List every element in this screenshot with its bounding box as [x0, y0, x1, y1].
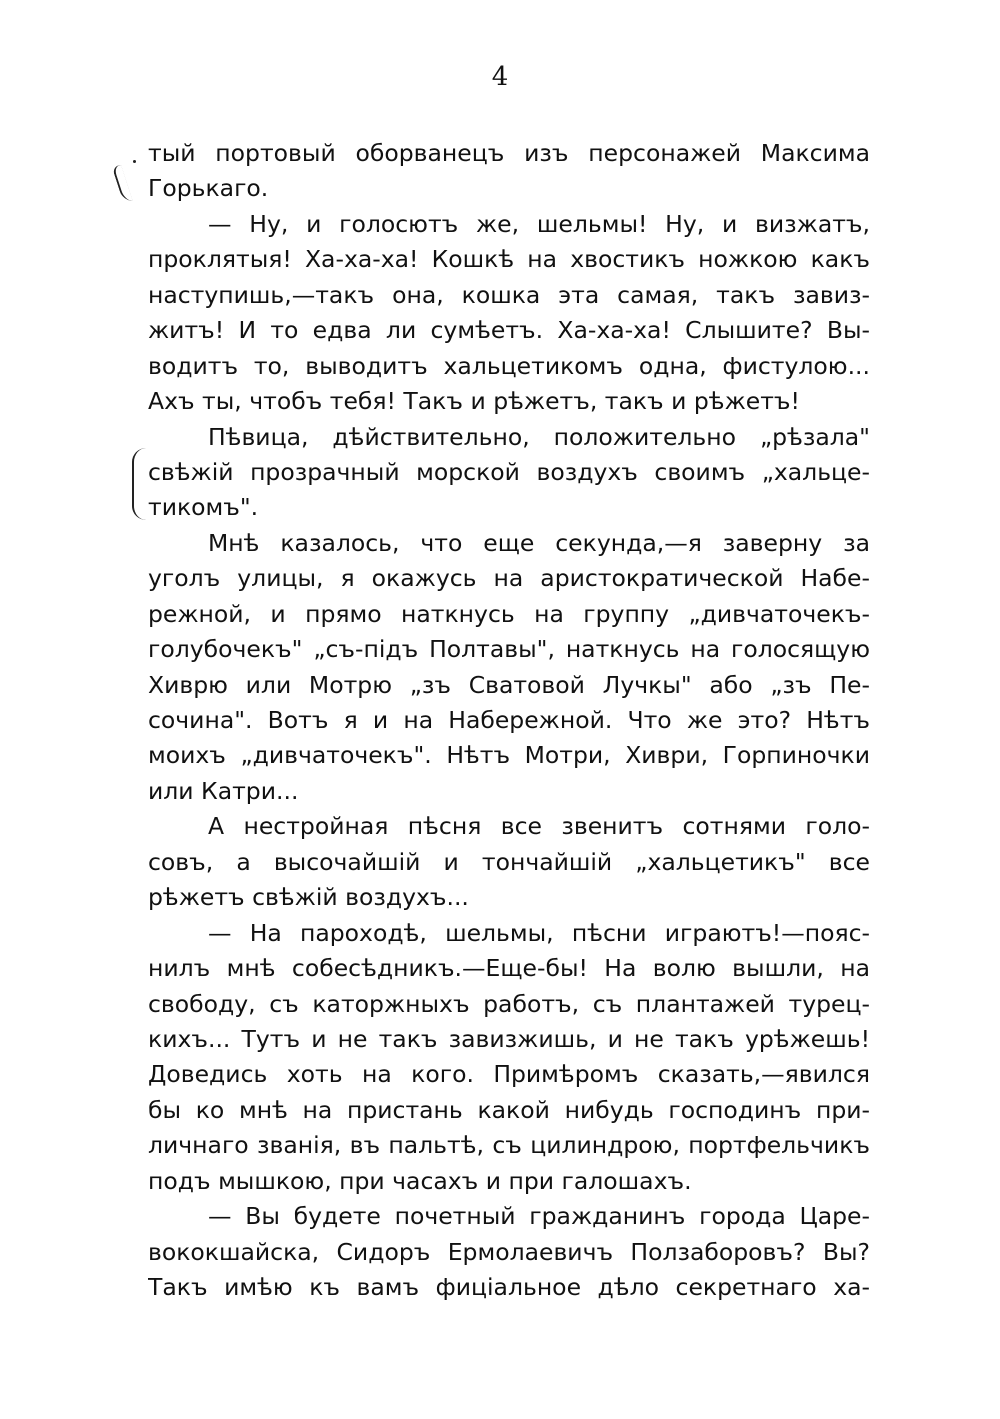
- text-line: режной, и прямо наткнусь на группу „дивчаточекъ-: [148, 599, 870, 628]
- text-line: свободу, съ каторжныхъ работъ, съ плантажей турец-: [148, 989, 870, 1018]
- margin-bracket-mark: [132, 448, 146, 520]
- text-line: Мнѣ казалось, что еще секунда,—я заверну за: [208, 528, 870, 557]
- text-line: или Катри...: [148, 776, 299, 805]
- text-line: совъ, а высочайшій и тончайшій „хальцетикъ" все: [148, 847, 870, 876]
- text-line: нилъ мнѣ собесѣдникъ.—Еще-бы! На волю вышли, на: [148, 954, 870, 983]
- text-line: свѣжій прозрачный морской воздухъ своимъ „хальце-: [148, 457, 870, 486]
- text-line: кихъ... Тутъ и не такъ завизжишь, и не такъ урѣжешь!: [148, 1024, 870, 1053]
- text-line: проклятыя! Ха-ха-ха! Кошкѣ на хвостикъ ножкою какъ: [148, 245, 870, 274]
- margin-dot-mark: [133, 160, 136, 163]
- text-line: наступишь,—такъ она, кошка эта самая, такъ завиз-: [148, 280, 870, 309]
- text-line: Хиврю или Мотрю „зъ Сватовой Лучкы" або „зъ Пе-: [148, 670, 870, 699]
- text-line: житъ! И то едва ли сумѣетъ. Ха-ха-ха! Слышите? Вы-: [148, 316, 870, 345]
- text-line: — Ну, и голосютъ же, шельмы! Ну, и визжатъ,: [208, 209, 870, 238]
- text-line: — На пароходѣ, шельмы, пѣсни играютъ!—пояс-: [208, 918, 870, 947]
- text-line: личнаго званія, въ пальтѣ, съ цилиндрою, портфельчикъ: [148, 1131, 870, 1160]
- text-line: Доведись хоть на кого. Примѣромъ сказать,—явился: [148, 1060, 870, 1089]
- text-line: рѣжетъ свѣжій воздухъ...: [148, 883, 469, 912]
- text-line: Такъ имѣю къ вамъ фиціальное дѣло секретнаго ха-: [148, 1273, 870, 1301]
- text-line: уголъ улицы, я окажусь на аристократической Набе-: [148, 564, 870, 593]
- body-text: [148, 136, 870, 1305]
- text-line: голубочекъ" „съ-підъ Полтавы", наткнусь на голосящую: [148, 635, 870, 664]
- text-line: водитъ то, выводитъ хальцетикомъ одна, фистулою...: [148, 351, 870, 380]
- text-line: А нестройная пѣсня все звенитъ сотнями голо-: [208, 812, 870, 841]
- text-line: сочина". Вотъ я и на Набережной. Что же это? Нѣтъ: [148, 706, 870, 734]
- page-number: 4: [491, 62, 509, 92]
- text-line: бы ко мнѣ на пристань какой нибудь господинъ при-: [148, 1095, 870, 1124]
- text-line: Пѣвица, дѣйствительно, положительно „рѣзала": [208, 422, 870, 451]
- text-line: Горькаго.: [148, 174, 269, 203]
- text-line: Ахъ ты, чтобъ тебя! Такъ и рѣжетъ, такъ и рѣжетъ!: [148, 387, 800, 416]
- text-line: тый портовый оборванецъ изъ персонажей Максима: [148, 139, 870, 167]
- text-line: — Вы будете почетный гражданинъ города Царе-: [208, 1202, 870, 1231]
- margin-bracket-mark: [111, 165, 133, 201]
- text-line: тикомъ".: [148, 493, 259, 522]
- text-line: моихъ „дивчаточекъ". Нѣтъ Мотри, Хиври, Горпиночки: [148, 741, 870, 770]
- text-line: вококшайска, Сидоръ Ермолаевичъ Ползаборовъ? Вы?: [148, 1237, 870, 1266]
- text-line: подъ мышкою, при часахъ и при галошахъ.: [148, 1166, 692, 1195]
